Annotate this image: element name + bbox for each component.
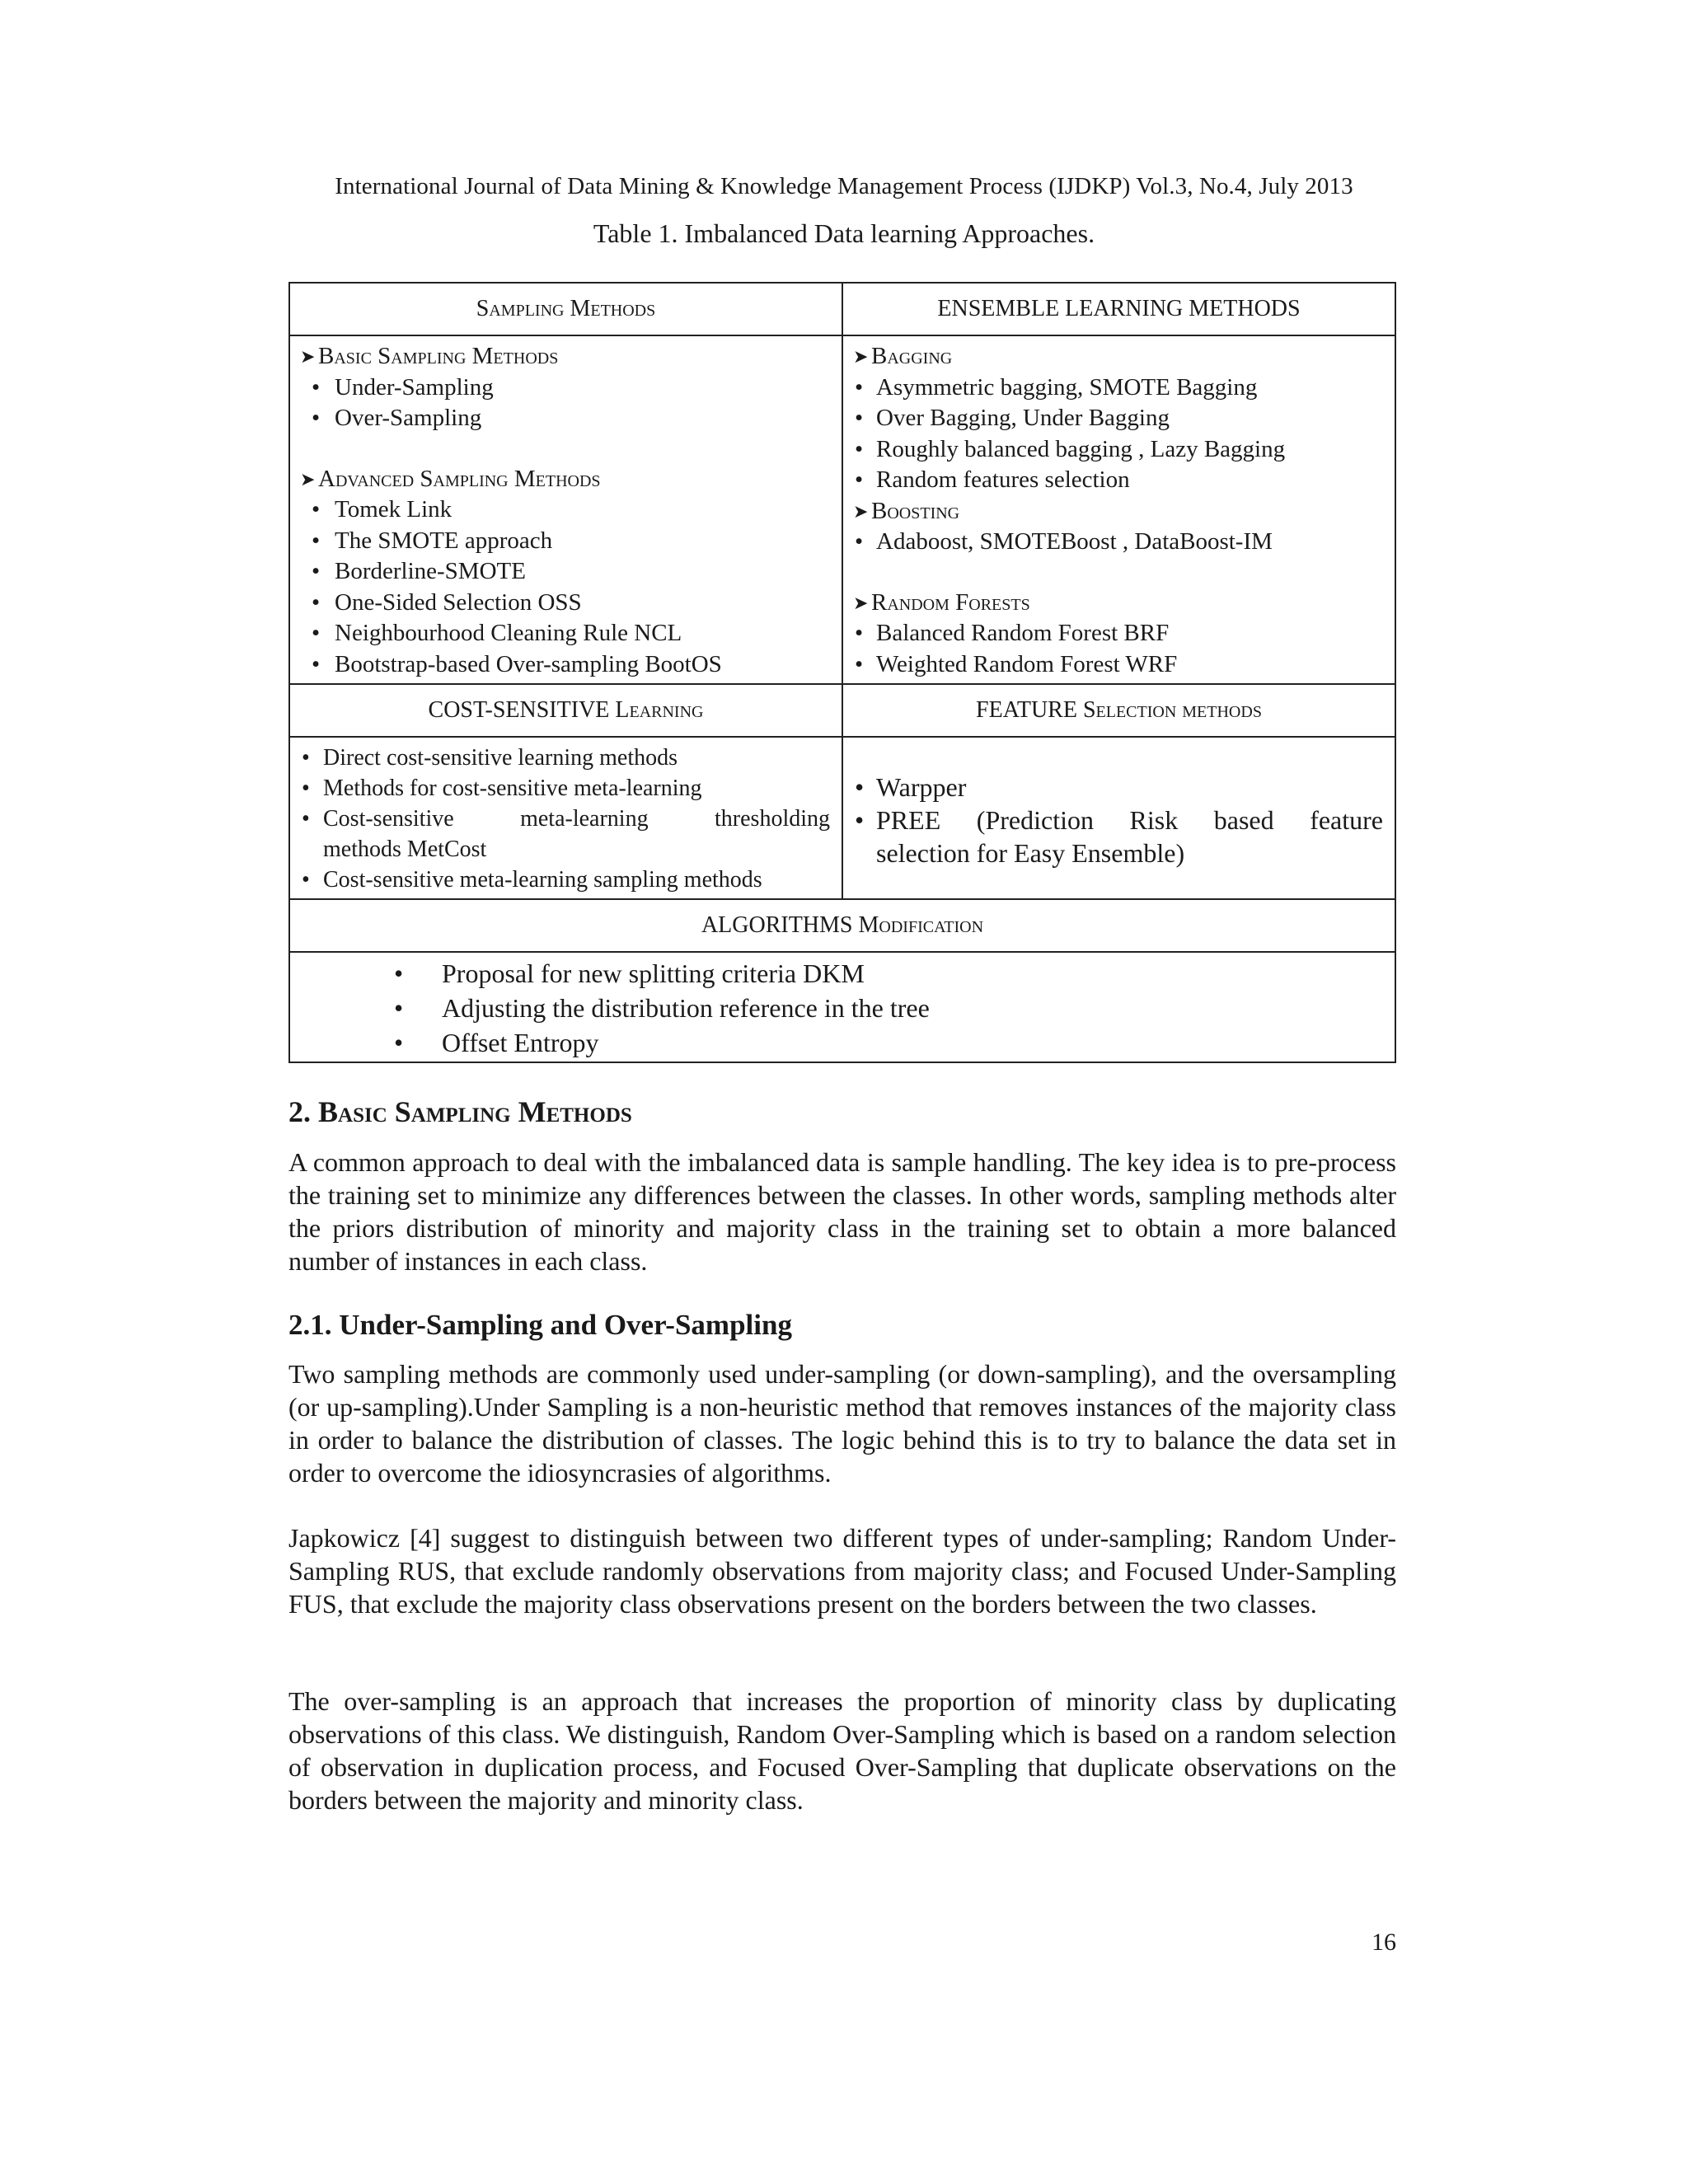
- advanced-sampling-group-title: ➤ Advanced Sampling Methods: [300, 464, 830, 495]
- advanced-sampling-list: [300, 494, 830, 680]
- subsection-heading: 2.1. Under-Sampling and Over-Sampling: [288, 1309, 792, 1341]
- body-paragraph: The over-sampling is an approach that increases the proportion of minority class by duplicating observations of this class. We distinguish, Random Over-Sampling which is based on a random selection of observation in duplication process, and Focused Over-Sampling that duplicate observations on the borders between the majority and minority class.: [288, 1686, 1396, 1815]
- random-forests-list: [853, 618, 1383, 680]
- basic-sampling-list: [300, 373, 830, 434]
- list-item: • Tomek Link: [300, 494, 830, 526]
- list-item: • Cost-sensitive meta-learning thresholding methods MetCost: [300, 804, 830, 865]
- arrow-bullet-icon: ➤: [853, 592, 869, 613]
- list-item: • Over Bagging, Under Bagging: [853, 403, 1383, 434]
- ensemble-methods-cell: [842, 335, 1395, 684]
- section-intro-paragraph: A common approach to deal with the imbalanced data is sample handling. The key idea is to pre-process the training set to minimize any differences between the classes. In other words, sampling methods alter the priors distribution of minority and majority class in the training set to obtain a more balanced number of instances in each class.: [288, 1147, 1396, 1276]
- ensemble-methods-header: ENSEMBLE LEARNING METHODS: [842, 283, 1395, 335]
- list-item: • Random features selection: [853, 465, 1383, 496]
- algorithms-modification-cell: [289, 952, 1395, 1062]
- list-item: • One-Sided Selection OSS: [300, 588, 830, 619]
- feature-selection-list: [853, 771, 1383, 869]
- approaches-table: [288, 282, 1396, 1063]
- section-heading: 2. Basic Sampling Methods: [288, 1095, 632, 1128]
- list-item: • Cost-sensitive meta-learning sampling methods: [300, 865, 830, 895]
- list-item: • Balanced Random Forest BRF: [853, 618, 1383, 649]
- boosting-group-title: ➤ Boosting: [853, 496, 1383, 527]
- list-item: • Adaboost, SMOTEBoost , DataBoost-IM: [853, 527, 1383, 558]
- list-item: • Warpper: [853, 771, 1383, 804]
- arrow-bullet-icon: ➤: [300, 346, 316, 367]
- journal-header: International Journal of Data Mining & Knowledge Management Process (IJDKP) Vol.3, No.4, July 2013: [335, 173, 1353, 199]
- list-item: • The SMOTE approach: [300, 526, 830, 557]
- random-forests-group-title: ➤ Random Forests: [853, 588, 1383, 619]
- list-item: • Proposal for new splitting criteria DKM: [290, 956, 1395, 991]
- arrow-bullet-icon: ➤: [853, 346, 869, 367]
- boosting-list: [853, 527, 1383, 558]
- arrow-bullet-icon: ➤: [300, 468, 316, 490]
- list-item: • Asymmetric bagging, SMOTE Bagging: [853, 373, 1383, 404]
- list-item: • Offset Entropy: [290, 1025, 1395, 1060]
- cost-sensitive-list: [300, 743, 830, 895]
- page-number: 16: [1372, 1929, 1396, 1956]
- list-item: • Roughly balanced bagging , Lazy Bagging: [853, 434, 1383, 466]
- list-item: • Direct cost-sensitive learning methods: [300, 743, 830, 773]
- algorithms-modification-header: ALGORITHMS Modification: [289, 899, 1395, 952]
- sampling-methods-header: Sampling Methods: [289, 283, 842, 335]
- table-caption: Table 1. Imbalanced Data learning Approaches.: [593, 218, 1095, 248]
- list-item: • Adjusting the distribution reference in the tree: [290, 991, 1395, 1025]
- algorithms-modification-list: [290, 956, 1395, 1060]
- body-paragraph: Two sampling methods are commonly used under-sampling (or down-sampling), and the oversampling (or up-sampling).Under Sampling is a non-heuristic method that removes instances of the majority class in order to balance the distribution of classes. The logic behind this is to try to balance the data set in order to overcome the idiosyncrasies of algorithms.: [288, 1359, 1396, 1488]
- cost-sensitive-header: COST-SENSITIVE Learning: [289, 684, 842, 737]
- list-item: • Under-Sampling: [300, 373, 830, 404]
- list-item: • Borderline-SMOTE: [300, 556, 830, 588]
- arrow-bullet-icon: ➤: [853, 500, 869, 522]
- list-item: • Neighbourhood Cleaning Rule NCL: [300, 618, 830, 649]
- feature-selection-cell: [842, 737, 1395, 899]
- sampling-methods-cell: [289, 335, 842, 684]
- list-item: • PREE (Prediction Risk based feature selection for Easy Ensemble): [853, 804, 1383, 869]
- cost-sensitive-cell: [289, 737, 842, 899]
- feature-selection-header: FEATURE Selection methods: [842, 684, 1395, 737]
- list-item: • Bootstrap-based Over-sampling BootOS: [300, 649, 830, 681]
- bagging-group-title: ➤ Bagging: [853, 341, 1383, 373]
- body-paragraph: Japkowicz [4] suggest to distinguish between two different types of under-sampling; Random Under-Sampling RUS, that exclude randomly observations from majority class; and Focused Under-Sampling FUS, that exclude the majority class observations present on the borders between the two classes.: [288, 1523, 1396, 1619]
- list-item: • Methods for cost-sensitive meta-learning: [300, 773, 830, 804]
- bagging-list: [853, 373, 1383, 496]
- list-item: • Over-Sampling: [300, 403, 830, 434]
- basic-sampling-group-title: ➤ Basic Sampling Methods: [300, 341, 830, 373]
- list-item: • Weighted Random Forest WRF: [853, 649, 1383, 681]
